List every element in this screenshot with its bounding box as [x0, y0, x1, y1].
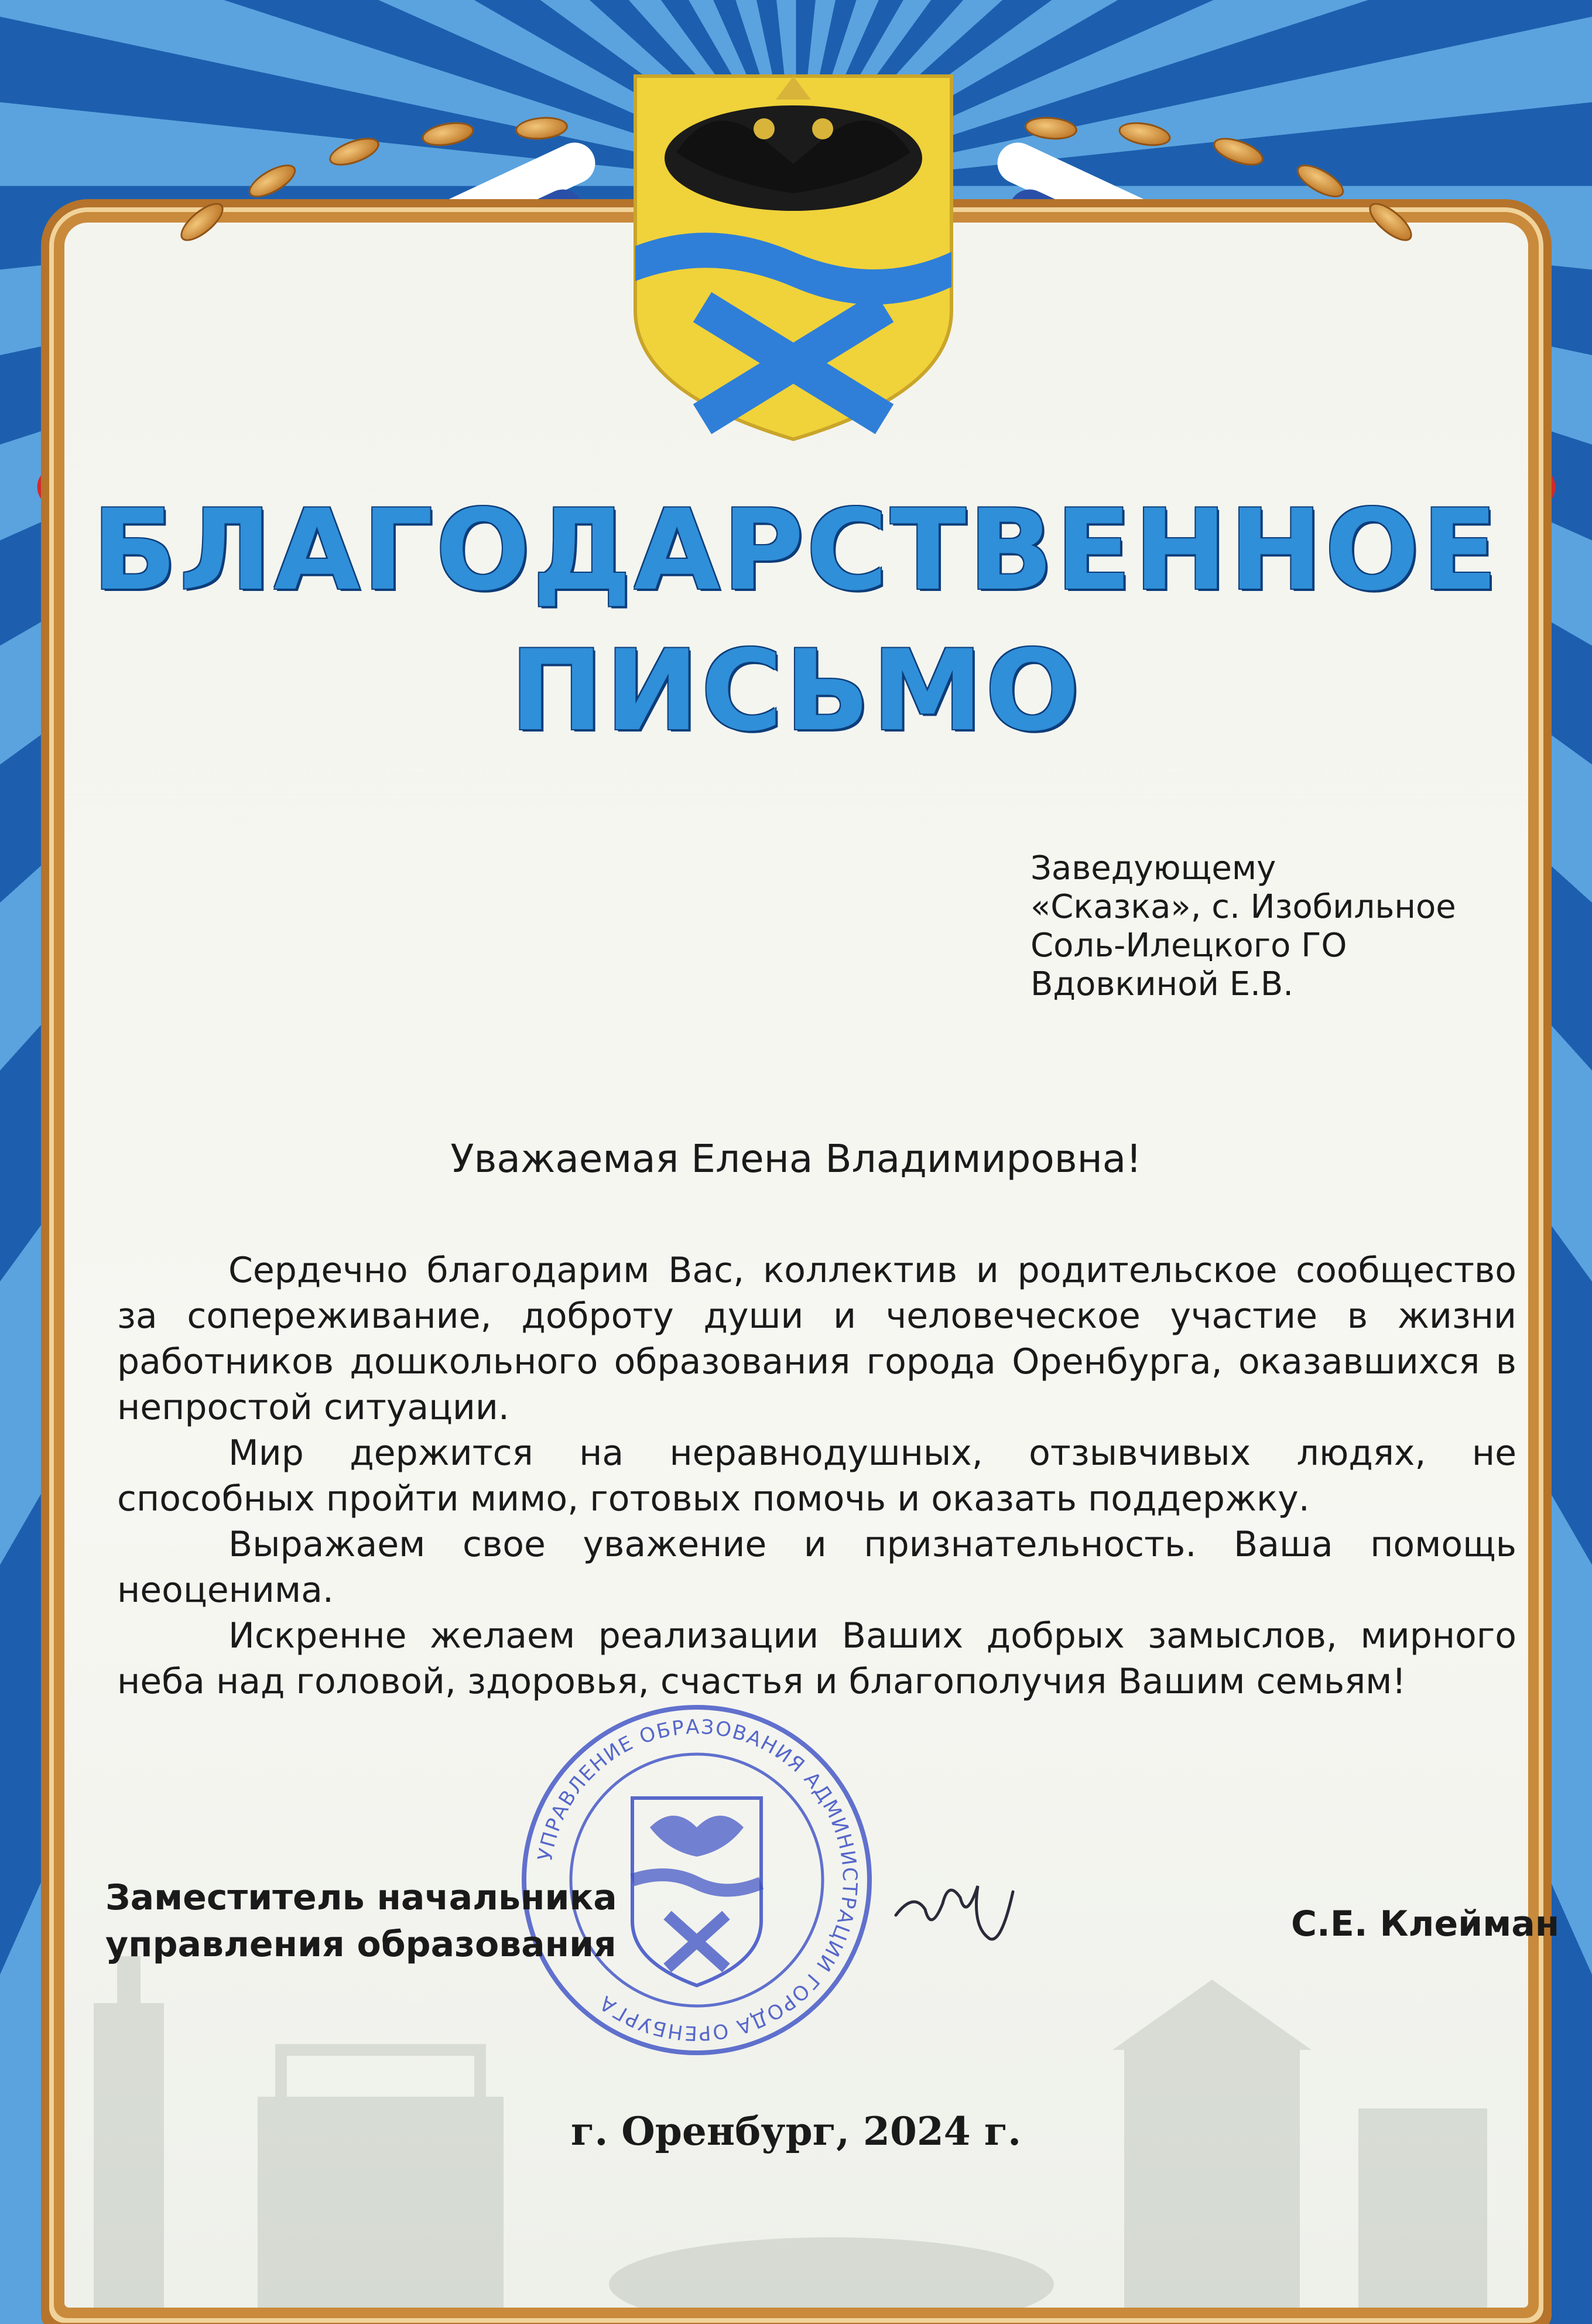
signer-name: С.Е. Клейман — [1291, 1903, 1560, 1944]
handwritten-signature-icon — [890, 1868, 1019, 1956]
letter-body — [117, 1248, 1516, 1704]
place-and-date: г. Оренбург, 2024 г. — [570, 2108, 1022, 2154]
signer-position — [105, 1874, 617, 1968]
document-title — [0, 480, 1592, 761]
greeting: Уважаемая Елена Владимировна! — [450, 1136, 1142, 1181]
body-paragraph: Сердечно благодарим Вас, коллектив и родительское сообщество за сопереживание, доброту души и человеческое участие в жизни работников дошкольного образования города Оренбурга, оказавшихся в непростой ситуации. — [117, 1250, 1516, 1428]
addressee-line: Вдовкиной Е.В. — [1030, 965, 1294, 1003]
addressee-block — [1030, 849, 1557, 1004]
title-line-2: ПИСЬМО — [510, 626, 1082, 756]
title-line-1: БЛАГОДАРСТВЕННОЕ — [92, 486, 1500, 615]
addressee-line: «Сказка», с. Изобильное — [1030, 888, 1456, 926]
addressee-line: Соль-Илецкого ГО — [1030, 927, 1347, 965]
orenburg-coat-of-arms-icon — [624, 64, 963, 445]
body-paragraph: Искренне желаем реализации Ваших добрых замыслов, мирного неба над головой, здоровья, счастья и благополучия Вашим семьям! — [117, 1615, 1516, 1702]
stamp-text: УПРАВЛЕНИЕ ОБРАЗОВАНИЯ АДМИНИСТРАЦИИ ГОРОДА ОРЕНБУРГА — [533, 1715, 862, 2045]
addressee-line: Заведующему — [1030, 849, 1276, 887]
signer-title-line-2: управления образования — [105, 1924, 617, 1965]
body-paragraph: Выражаем свое уважение и признательность. Ваша помощь неоценима. — [117, 1524, 1516, 1611]
body-paragraph: Мир держится на неравнодушных, отзывчивых людях, не способных пройти мимо, готовых помочь и оказать поддержку. — [117, 1433, 1516, 1519]
signer-title-line-1: Заместитель начальника — [105, 1877, 617, 1918]
